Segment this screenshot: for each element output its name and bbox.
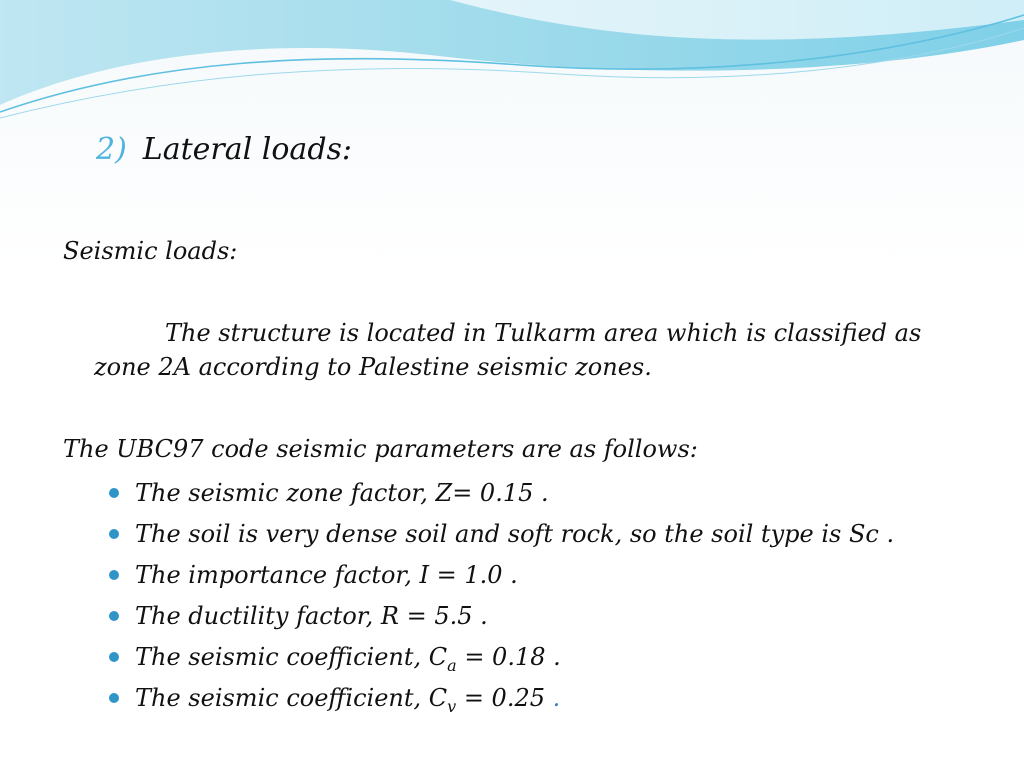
list-item	[105, 476, 894, 517]
list-item	[105, 681, 894, 722]
coefficient-ca-suffix: = 0.18 .	[456, 643, 561, 671]
section-label: Seismic loads:	[63, 237, 238, 265]
coefficient-ca-subscript: a	[447, 656, 457, 675]
bullet-icon	[109, 488, 119, 498]
coefficient-cv-prefix: The seismic coefficient, C	[135, 684, 448, 712]
heading-number: 2)	[96, 132, 127, 167]
bullet-icon	[109, 529, 119, 539]
list-item	[105, 517, 894, 558]
heading-title: Lateral loads:	[142, 132, 353, 167]
coefficient-cv-tail: .	[552, 684, 561, 712]
bullet-icon	[109, 611, 119, 621]
decorative-wave-header	[0, 0, 1024, 130]
paragraph-line-2: zone 2A according to Palestine seismic zones.	[94, 353, 652, 381]
list-item	[105, 558, 894, 599]
zone-factor-text: The seismic zone factor, Z= 0.15 .	[135, 479, 549, 507]
parameter-list	[105, 476, 894, 722]
coefficient-cv-subscript: v	[447, 697, 457, 716]
paragraph-line-1: The structure is located in Tulkarm area which is classified as	[165, 319, 922, 347]
slide-heading	[96, 132, 352, 167]
soil-type-text: The soil is very dense soil and soft rock, so the soil type is Sc .	[135, 520, 895, 548]
bullet-icon	[109, 570, 119, 580]
bullet-icon	[109, 693, 119, 703]
coefficient-ca-prefix: The seismic coefficient, C	[135, 643, 448, 671]
list-item	[105, 599, 894, 640]
coefficient-cv-suffix: = 0.25	[456, 684, 553, 712]
importance-factor-text: The importance factor, I = 1.0 .	[135, 561, 518, 589]
list-item	[105, 640, 894, 681]
bullet-icon	[109, 652, 119, 662]
parameters-intro: The UBC97 code seismic parameters are as follows:	[63, 435, 698, 463]
ductility-factor-text: The ductility factor, R = 5.5 .	[135, 602, 488, 630]
